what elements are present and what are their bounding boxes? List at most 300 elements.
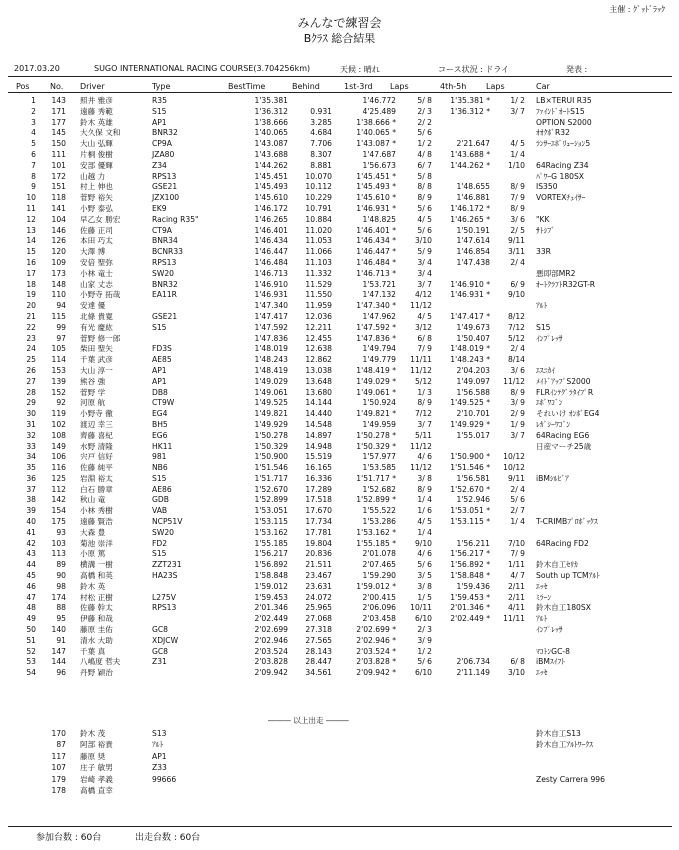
laps-2-cell: 1/ 2 — [510, 96, 525, 105]
number-cell: 172 — [51, 171, 66, 181]
behind-cell: 12.638 — [305, 344, 332, 354]
pos-cell: 34 — [26, 452, 36, 462]
best-4th-5th-cell: 1'46.910 * — [450, 279, 490, 289]
best-1st-3rd-cell: 1'46.713 * — [356, 268, 396, 278]
best-4th-5th-cell: 1'56.588 — [456, 387, 490, 397]
col-header-laps-1: Laps — [390, 82, 409, 91]
behind-cell: 11.550 — [305, 290, 332, 300]
laps-2-cell: 11/11 — [503, 614, 525, 624]
laps-2-cell: 7/ 9 — [510, 193, 525, 203]
behind-cell: 8.307 — [310, 149, 332, 159]
table-row — [0, 636, 679, 647]
pos-cell: 43 — [26, 549, 36, 559]
best-1st-3rd-cell: 1'48.419 * — [356, 365, 396, 375]
pos-cell: 46 — [26, 581, 36, 591]
pos-cell: 38 — [26, 495, 36, 505]
table-row — [0, 118, 679, 129]
best-1st-3rd-cell: 1'53.585 — [362, 463, 396, 473]
pos-cell: 25 — [26, 355, 36, 365]
driver-cell: 鈴木 茂 — [80, 729, 106, 738]
col-header-1st-3rd: 1st-3rd — [344, 82, 373, 91]
type-cell: CT9A — [152, 225, 172, 235]
laps-2-cell: 8/ 9 — [510, 387, 525, 397]
besttime-cell: 1'49.525 — [254, 398, 288, 408]
behind-cell: 19.804 — [305, 538, 332, 548]
driver-cell: 小原 篤 — [80, 549, 106, 559]
best-4th-5th-cell: 1'47.417 * — [450, 311, 490, 321]
table-row — [0, 398, 679, 409]
best-4th-5th-cell: 1'49.929 * — [450, 419, 490, 429]
behind-cell: 28.447 — [305, 657, 332, 667]
table-row — [0, 377, 679, 388]
laps-1-cell: 1/ 6 — [417, 506, 432, 516]
best-4th-5th-cell: 1'46.172 * — [450, 203, 490, 213]
best-4th-5th-cell: 1'47.614 — [456, 236, 490, 246]
besttime-cell: 1'53.051 — [254, 506, 288, 516]
pos-cell: 4 — [31, 128, 36, 138]
besttime-cell: 1'45.493 — [254, 182, 288, 192]
car-cell: ﾏｺﾄﾝGC-8 — [536, 646, 570, 656]
best-1st-3rd-cell: 1'45.451 * — [356, 171, 396, 181]
table-row — [0, 657, 679, 668]
behind-cell: 14.897 — [305, 430, 332, 440]
behind-cell: 11.959 — [305, 301, 332, 311]
laps-1-cell: 5/12 — [414, 376, 432, 386]
non-starters-list — [0, 728, 679, 796]
best-1st-3rd-cell: 1'45.493 * — [356, 182, 396, 192]
best-1st-3rd-cell: 1'53.286 — [362, 517, 396, 527]
table-row — [0, 539, 679, 550]
car-cell: ｴﾎﾞﾜｺﾞﾝ — [536, 398, 563, 408]
best-4th-5th-cell: 1'56.211 — [456, 538, 490, 548]
non-starter-row — [0, 728, 679, 739]
laps-1-cell: 3/ 5 — [417, 571, 432, 581]
col-header-pos: Pos — [16, 82, 30, 91]
type-cell: NCP51V — [152, 517, 183, 527]
laps-2-cell: 3/ 9 — [510, 398, 525, 408]
pos-cell: 22 — [26, 322, 36, 332]
laps-2-cell: 10/12 — [503, 463, 525, 473]
behind-cell: 24.072 — [305, 592, 332, 602]
table-row — [0, 431, 679, 442]
driver-cell: 熊谷 強 — [80, 376, 106, 386]
number-cell: 177 — [51, 117, 66, 127]
laps-1-cell: 8/ 9 — [417, 193, 432, 203]
car-cell: ﾌｧｲﾝﾄﾞｵｰﾄS15 — [536, 106, 585, 116]
driver-cell: 村上 伸也 — [80, 182, 113, 192]
behind-cell: 21.511 — [305, 560, 332, 570]
driver-cell: 佐藤 純平 — [80, 463, 113, 473]
behind-cell: 12.455 — [305, 333, 332, 343]
besttime-cell: 1'48.019 — [254, 344, 288, 354]
table-row — [0, 474, 679, 485]
pos-cell: 39 — [26, 506, 36, 516]
pos-cell: 2 — [31, 106, 36, 116]
type-cell: FD3S — [152, 344, 172, 354]
driver-cell: 菅野 修一郎 — [80, 333, 121, 343]
besttime-cell: 1'46.713 — [254, 268, 288, 278]
type-cell: BCNR33 — [152, 247, 183, 257]
course-name: SUGO INTERNATIONAL RACING COURSE(3.704256km) — [94, 64, 311, 73]
laps-1-cell: 2/ 3 — [417, 625, 432, 635]
non-starter-row — [0, 774, 679, 785]
car-cell: ｴｯｾ — [536, 581, 548, 591]
besttime-cell: 1'46.172 — [254, 203, 288, 213]
number-cell: 90 — [56, 571, 66, 581]
pos-cell: 31 — [26, 419, 36, 429]
pos-cell: 28 — [26, 387, 36, 397]
laps-1-cell: 4/ 5 — [417, 214, 432, 224]
number-cell: 109 — [51, 257, 66, 267]
best-4th-5th-cell: 1'50.900 * — [450, 452, 490, 462]
best-4th-5th-cell: 1'36.312 * — [450, 106, 490, 116]
laps-2-cell: 5/ 6 — [510, 495, 525, 505]
car-cell: iBMｼﾙﾋﾞｱ — [536, 473, 569, 483]
driver-cell: 照井 雅彦 — [80, 96, 113, 105]
best-1st-3rd-cell: 1'53.721 — [362, 279, 396, 289]
number-cell: 93 — [56, 527, 66, 537]
besttime-cell: 1'45.610 — [254, 193, 288, 203]
pos-cell: 14 — [26, 236, 36, 246]
laps-2-cell: 8/ 9 — [510, 182, 525, 192]
best-1st-3rd-cell: 2'03.828 * — [356, 657, 396, 667]
best-1st-3rd-cell: 1'47.592 * — [356, 322, 396, 332]
pos-cell: 48 — [26, 603, 36, 613]
laps-1-cell: 1/ 4 — [417, 527, 432, 537]
table-row — [0, 593, 679, 604]
laps-1-cell: 3/ 7 — [417, 419, 432, 429]
type-cell: BNR32 — [152, 128, 178, 138]
behind-cell: 28.143 — [305, 646, 332, 656]
driver-cell: 千葉 真 — [80, 646, 106, 656]
driver-cell: 遠藤 賢浩 — [80, 517, 113, 527]
pos-cell: 21 — [26, 311, 36, 321]
pos-cell: 11 — [26, 203, 36, 213]
driver-cell: 宍戸 信好 — [80, 452, 113, 462]
laps-2-cell: 5/12 — [507, 333, 525, 343]
driver-cell: 安倍 聖弥 — [80, 257, 113, 267]
best-4th-5th-cell: 1'35.381 * — [450, 96, 490, 105]
number-cell: 119 — [51, 409, 66, 419]
table-row — [0, 204, 679, 215]
best-1st-3rd-cell: 1'38.666 * — [356, 117, 396, 127]
type-cell: BNR34 — [152, 236, 178, 246]
best-4th-5th-cell: 2'01.346 * — [450, 603, 490, 613]
car-cell: OPTION S2000 — [536, 117, 592, 127]
besttime-cell: 1'50.278 — [254, 430, 288, 440]
pos-cell: 45 — [26, 571, 36, 581]
laps-1-cell: 5/ 6 — [417, 128, 432, 138]
car-cell: ｵｰﾄｸﾗﾌﾄR32GT-R — [536, 279, 596, 289]
besttime-cell: 1'53.162 — [254, 527, 288, 537]
best-1st-3rd-cell: 1'49.029 * — [356, 376, 396, 386]
driver-cell: 八嶋度 哲夫 — [80, 657, 121, 667]
behind-cell: 27.318 — [305, 625, 332, 635]
behind-cell: 23.631 — [305, 581, 332, 591]
besttime-cell: 1'36.312 — [254, 106, 288, 116]
car-cell: ﾒｲﾄﾞｱｯﾌﾟS2000 — [536, 376, 591, 386]
besttime-cell: 1'51.546 — [254, 463, 288, 473]
behind-cell: 12.862 — [305, 355, 332, 365]
table-row — [0, 150, 679, 161]
laps-2-cell: 2/ 7 — [510, 506, 525, 516]
driver-cell: 清水 大助 — [80, 635, 113, 645]
pos-cell: 37 — [26, 484, 36, 494]
besttime-cell: 1'35.381 — [254, 96, 288, 105]
car-cell: ｲﾝﾌﾟﾚｯｻ — [536, 333, 563, 343]
best-4th-5th-cell: 1'48.243 * — [450, 355, 490, 365]
laps-1-cell: 8/ 9 — [417, 484, 432, 494]
pos-cell: 18 — [26, 279, 36, 289]
car-cell: 鈴木自工ｾﾘｶ — [536, 560, 578, 570]
non-starter-row — [0, 762, 679, 773]
laps-1-cell: 11/12 — [410, 365, 432, 375]
behind-cell: 10.112 — [305, 182, 332, 192]
table-row — [0, 193, 679, 204]
behind-cell: 16.165 — [305, 463, 332, 473]
best-1st-3rd-cell: 1'49.959 — [362, 419, 396, 429]
pos-cell: 6 — [31, 149, 36, 159]
number-cell: 175 — [51, 517, 66, 527]
best-1st-3rd-cell: 2'03.458 — [362, 614, 396, 624]
table-row — [0, 560, 679, 571]
laps-1-cell: 6/ 8 — [417, 333, 432, 343]
laps-2-cell: 2/ 4 — [510, 257, 525, 267]
best-1st-3rd-cell: 2'03.524 * — [356, 646, 396, 656]
col-header-laps-2: Laps — [486, 82, 505, 91]
car-cell: 悪即部MR2 — [536, 268, 576, 278]
pos-cell: 13 — [26, 225, 36, 235]
behind-cell: 16.336 — [305, 473, 332, 483]
number-cell: 107 — [51, 763, 66, 773]
number-cell: 110 — [51, 290, 66, 300]
number-cell: 113 — [51, 549, 66, 559]
laps-1-cell: 3/ 8 — [417, 581, 432, 591]
laps-1-cell: 2/ 2 — [417, 117, 432, 127]
pos-cell: 36 — [26, 473, 36, 483]
car-cell: IS350 — [536, 182, 558, 192]
besttime-cell: 1'46.484 — [254, 257, 288, 267]
pos-cell: 15 — [26, 247, 36, 257]
laps-2-cell: 10/12 — [503, 452, 525, 462]
behind-cell: 13.038 — [305, 365, 332, 375]
table-row — [0, 139, 679, 150]
besttime-cell: 1'58.848 — [254, 571, 288, 581]
type-cell: GSE21 — [152, 182, 178, 192]
behind-cell: 11.053 — [305, 236, 332, 246]
driver-cell: 鈴木 英 — [80, 581, 106, 591]
driver-cell: 菅野 学 — [80, 387, 106, 397]
besttime-cell: 2'02.946 — [254, 635, 288, 645]
number-cell: 89 — [56, 560, 66, 570]
driver-cell: 村松 正樹 — [80, 592, 113, 602]
car-cell: ﾗﾝｻｰｴﾎﾞﾘｭｰｼｮﾝ5 — [536, 139, 591, 149]
besttime-cell: 2'01.346 — [254, 603, 288, 613]
event-date: 2017.03.20 — [14, 64, 60, 73]
number-cell: 94 — [56, 301, 66, 311]
behind-cell: 11.066 — [305, 247, 332, 257]
type-cell: RPS13 — [152, 171, 177, 181]
table-row — [0, 172, 679, 183]
driver-cell: 小野寺 拓哉 — [80, 290, 121, 300]
best-1st-3rd-cell: 1'46.772 — [362, 96, 396, 105]
best-1st-3rd-cell: 2'02.699 * — [356, 625, 396, 635]
laps-1-cell: 8/ 9 — [417, 398, 432, 408]
type-cell: AP1 — [152, 376, 167, 386]
laps-1-cell: 1/ 4 — [417, 495, 432, 505]
col-header-behind: Behind — [292, 82, 320, 91]
table-row — [0, 506, 679, 517]
driver-cell: 佐藤 正司 — [80, 225, 113, 235]
behind-cell: 0.931 — [310, 106, 332, 116]
best-1st-3rd-cell: 1'52.682 — [362, 484, 396, 494]
laps-2-cell: 1/11 — [507, 560, 525, 570]
type-cell: SW20 — [152, 268, 174, 278]
laps-1-cell: 3/ 8 — [417, 473, 432, 483]
laps-2-cell: 8/ 9 — [510, 203, 525, 213]
laps-2-cell: 8/12 — [507, 311, 525, 321]
best-4th-5th-cell: 2'11.149 — [456, 668, 490, 678]
laps-1-cell: 3/ 4 — [417, 257, 432, 267]
driver-cell: 丹野 穎治 — [80, 668, 113, 678]
car-cell: ﾊﾟﾜｰG 180SX — [536, 171, 585, 181]
besttime-cell: 1'52.670 — [254, 484, 288, 494]
driver-cell: 山家 丈志 — [80, 279, 113, 289]
laps-2-cell: 1/ 4 — [510, 517, 525, 527]
number-cell: 139 — [51, 376, 66, 386]
pos-cell: 20 — [26, 301, 36, 311]
behind-cell: 10.070 — [305, 171, 332, 181]
best-4th-5th-cell: 1'56.892 * — [450, 560, 490, 570]
best-1st-3rd-cell: 1'47.836 * — [356, 333, 396, 343]
car-cell: 鈴木自工S13 — [536, 729, 581, 738]
table-row — [0, 96, 679, 107]
number-cell: 173 — [51, 268, 66, 278]
car-cell: Zesty Carrera 996 — [536, 774, 605, 784]
best-4th-5th-cell: 1'46.931 * — [450, 290, 490, 300]
driver-cell: 北條 貴寛 — [80, 311, 113, 321]
besttime-cell: 2'03.828 — [254, 657, 288, 667]
besttime-cell: 1'38.666 — [254, 117, 288, 127]
besttime-cell: 2'02.449 — [254, 614, 288, 624]
behind-cell: 15.519 — [305, 452, 332, 462]
number-cell: 154 — [51, 506, 66, 516]
best-4th-5th-cell: 2'10.701 — [456, 409, 490, 419]
behind-cell: 7.706 — [310, 139, 332, 149]
type-cell: JZX100 — [152, 193, 180, 203]
car-cell: ｻﾄｼﾌﾞ — [536, 225, 555, 235]
type-cell: Z33 — [152, 763, 167, 773]
pos-cell: 17 — [26, 268, 36, 278]
behind-cell: 14.440 — [305, 409, 332, 419]
pos-cell: 26 — [26, 365, 36, 375]
besttime-cell: 1'49.061 — [254, 387, 288, 397]
table-row — [0, 388, 679, 399]
table-row — [0, 420, 679, 431]
best-1st-3rd-cell: 2'09.942 * — [356, 668, 396, 678]
driver-cell: 鈴木 英雄 — [80, 117, 113, 127]
laps-1-cell: 5/ 6 — [417, 560, 432, 570]
type-cell: AP1 — [152, 117, 167, 127]
best-1st-3rd-cell: 1'49.794 — [362, 344, 396, 354]
best-4th-5th-cell: 1'44.262 * — [450, 160, 490, 170]
behind-cell: 4.684 — [310, 128, 332, 138]
driver-cell: 大森 豊 — [80, 527, 106, 537]
number-cell: 103 — [51, 538, 66, 548]
type-cell: BNR32 — [152, 279, 178, 289]
laps-2-cell: 3/ 7 — [510, 106, 525, 116]
behind-cell: 12.036 — [305, 311, 332, 321]
number-cell: 141 — [51, 203, 66, 213]
pos-cell: 12 — [26, 214, 36, 224]
pos-cell: 42 — [26, 538, 36, 548]
best-4th-5th-cell: 1'51.546 * — [450, 463, 490, 473]
number-cell: 179 — [51, 774, 66, 784]
laps-1-cell: 8/ 8 — [417, 182, 432, 192]
table-row — [0, 366, 679, 377]
laps-2-cell: 9/10 — [507, 290, 525, 300]
number-cell: 114 — [51, 355, 66, 365]
behind-cell: 14.948 — [305, 441, 332, 451]
pos-cell: 53 — [26, 657, 36, 667]
type-cell: AP1 — [152, 751, 167, 761]
car-cell: S15 — [536, 322, 551, 332]
best-1st-3rd-cell: 2'01.078 — [362, 549, 396, 559]
driver-cell: 小野寺 徹 — [80, 409, 113, 419]
table-row — [0, 269, 679, 280]
driver-cell: 秋山 竜 — [80, 495, 106, 505]
car-cell: 鈴木自工ｱﾙﾄﾜｰｸｽ — [536, 740, 593, 750]
table-row — [0, 668, 679, 679]
laps-1-cell: 4/ 5 — [417, 311, 432, 321]
best-1st-3rd-cell: 1'47.340 * — [356, 301, 396, 311]
best-4th-5th-cell: 1'52.670 * — [450, 484, 490, 494]
laps-1-cell: 7/12 — [414, 409, 432, 419]
pos-cell: 3 — [31, 117, 36, 127]
table-row — [0, 280, 679, 291]
car-cell: T-CRIMBﾌﾟﾛﾎﾞｯｸｽ — [536, 517, 598, 527]
besttime-cell: 1'49.821 — [254, 409, 288, 419]
behind-cell: 25.965 — [305, 603, 332, 613]
driver-cell: 白石 勝章 — [80, 484, 113, 494]
table-row — [0, 571, 679, 582]
best-1st-3rd-cell: 1'47.687 — [362, 149, 396, 159]
best-4th-5th-cell: 2'04.203 — [456, 365, 490, 375]
laps-1-cell: 4/ 6 — [417, 452, 432, 462]
type-cell: GC8 — [152, 625, 169, 635]
behind-cell: 11.103 — [305, 257, 332, 267]
number-cell: 96 — [56, 668, 66, 678]
pos-cell: 41 — [26, 527, 36, 537]
table-row — [0, 582, 679, 593]
table-row — [0, 495, 679, 506]
besttime-cell: 1'46.931 — [254, 290, 288, 300]
pos-cell: 10 — [26, 193, 36, 203]
footer-rule — [8, 826, 672, 827]
type-cell: ｱﾙﾄ — [152, 740, 164, 750]
behind-cell: 17.781 — [305, 527, 332, 537]
number-cell: 108 — [51, 430, 66, 440]
driver-cell: 菊池 崇洋 — [80, 538, 113, 548]
number-cell: 125 — [51, 473, 66, 483]
behind-cell: 27.068 — [305, 614, 332, 624]
col-header-type: Type — [152, 82, 171, 91]
table-row — [0, 485, 679, 496]
pos-cell: 23 — [26, 333, 36, 343]
number-cell: 97 — [56, 333, 66, 343]
non-starter-row — [0, 751, 679, 762]
number-cell: 87 — [56, 740, 66, 750]
